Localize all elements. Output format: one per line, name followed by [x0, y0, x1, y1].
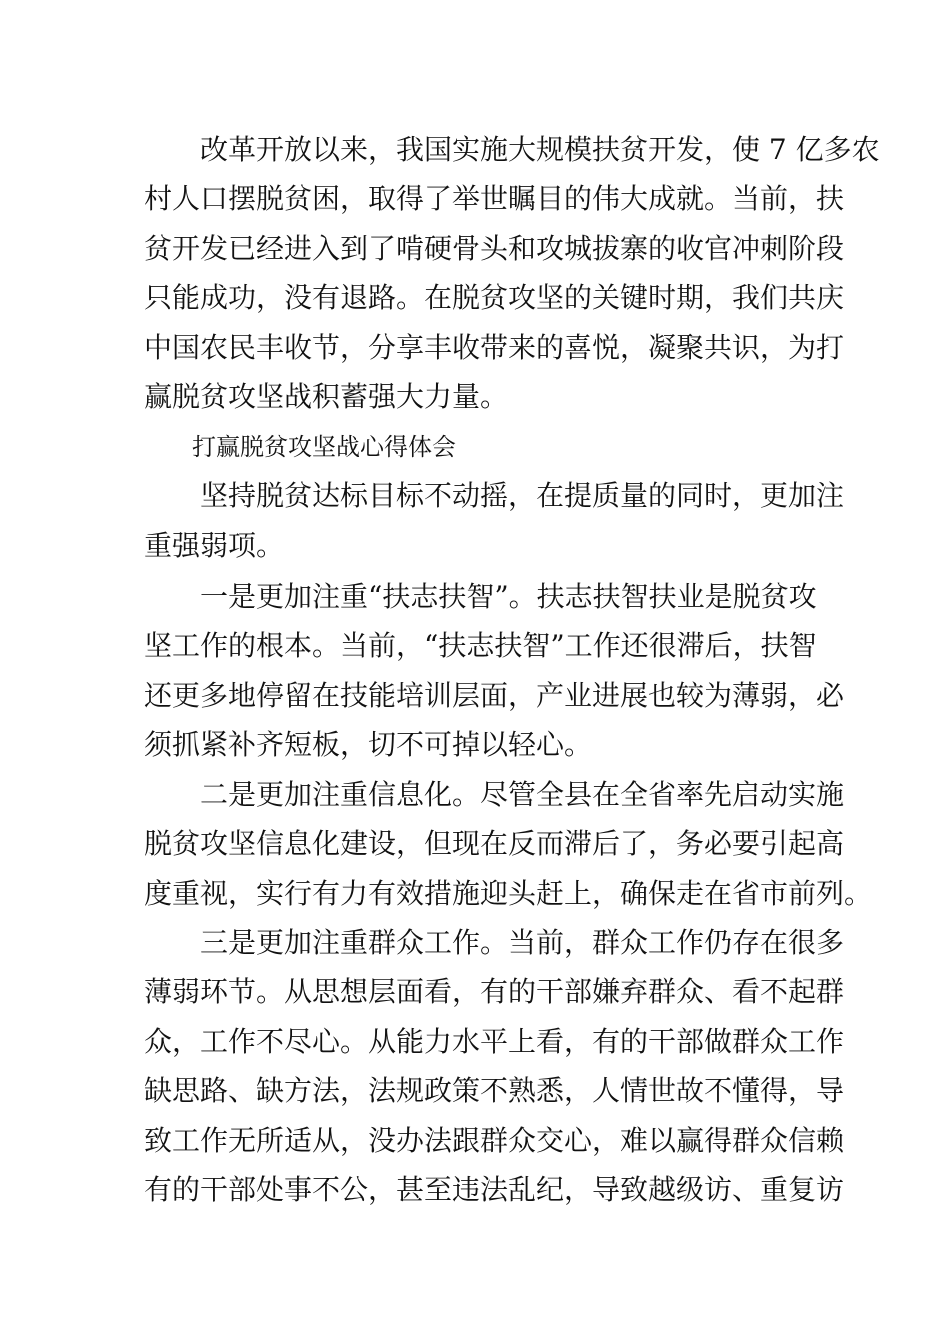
text-line: 中国农民丰收节，分享丰收带来的喜悦，凝聚共识，为打 [144, 331, 845, 364]
text-line: 脱贫攻坚信息化建设，但现在反而滞后了，务必要引起高 [144, 827, 845, 860]
text-line: 有的干部处事不公，甚至违法乱纪，导致越级访、重复访 [144, 1173, 845, 1206]
text-line: 重强弱项。 [144, 529, 285, 562]
section-heading: 打赢脱贫攻坚战心得体会 [144, 433, 456, 461]
text-line: 村人口摆脱贫困，取得了举世瞩目的伟大成就。当前，扶 [144, 182, 845, 215]
text-line: 坚工作的根本。当前，“扶志扶智”工作还很滞后，扶智 [144, 629, 817, 662]
text-line: 改革开放以来，我国实施大规模扶贫开发，使 7 亿多农 [144, 133, 880, 166]
text-line: 贫开发已经进入到了啃硬骨头和攻城拔寨的收官冲刺阶段 [144, 232, 845, 265]
text-line: 缺思路、缺方法，法规政策不熟悉，人情世故不懂得，导 [144, 1074, 845, 1107]
text-line: 度重视，实行有力有效措施迎头赶上，确保走在省市前列。 [144, 877, 873, 910]
text-line: 致工作无所适从，没办法跟群众交心，难以赢得群众信赖 [144, 1124, 845, 1157]
text-line: 众，工作不尽心。从能力水平上看，有的干部做群众工作 [144, 1025, 845, 1058]
text-line: 二是更加注重信息化。尽管全县在全省率先启动实施 [144, 778, 845, 811]
text-line: 薄弱环节。从思想层面看，有的干部嫌弃群众、看不起群 [144, 975, 845, 1008]
text-line: 须抓紧补齐短板，切不可掉以轻心。 [144, 728, 593, 761]
text-line: 只能成功，没有退路。在脱贫攻坚的关键时期，我们共庆 [144, 281, 845, 314]
text-line: 坚持脱贫达标目标不动摇，在提质量的同时，更加注 [144, 479, 845, 512]
text-line: 赢脱贫攻坚战积蓄强大力量。 [144, 380, 509, 413]
text-line: 一是更加注重“扶志扶智”。扶志扶智扶业是脱贫攻 [144, 580, 817, 613]
text-line: 还更多地停留在技能培训层面，产业进展也较为薄弱，必 [144, 679, 845, 712]
text-line: 三是更加注重群众工作。当前，群众工作仍存在很多 [144, 926, 845, 959]
